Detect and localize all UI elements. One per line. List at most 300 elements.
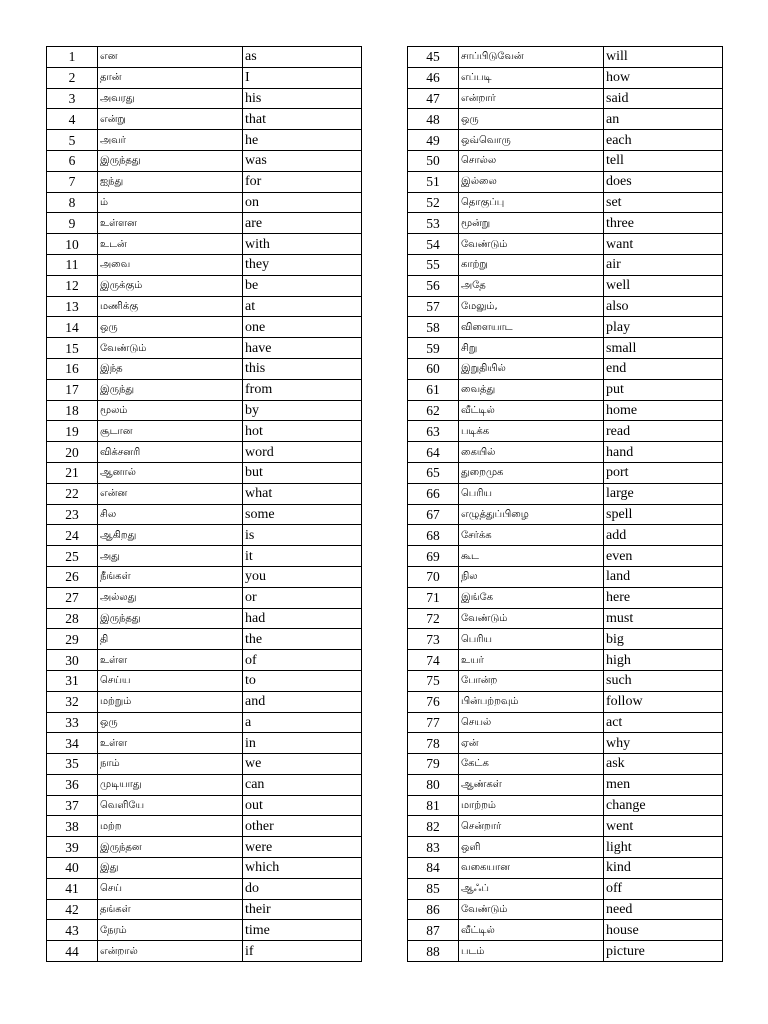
english-word: how <box>604 67 723 88</box>
english-word: from <box>243 379 362 400</box>
tamil-word: இல்லை <box>459 171 604 192</box>
tamil-word: உள்ளன <box>98 213 243 234</box>
row-number: 37 <box>47 795 98 816</box>
tamil-word: ம் <box>98 192 243 213</box>
table-row <box>408 816 723 837</box>
table-row <box>408 650 723 671</box>
english-word: each <box>604 130 723 151</box>
table-row <box>47 774 362 795</box>
english-word: does <box>604 171 723 192</box>
table-row <box>47 650 362 671</box>
english-word: I <box>243 67 362 88</box>
tamil-word: சாப்பிடுவேன் <box>459 47 604 68</box>
table-row <box>408 504 723 525</box>
english-word: word <box>243 442 362 463</box>
table-row <box>47 109 362 130</box>
tamil-word: சிறு <box>459 338 604 359</box>
tamil-word: வேண்டும் <box>459 608 604 629</box>
row-number: 10 <box>47 234 98 255</box>
row-number: 25 <box>47 546 98 567</box>
tamil-word: சில <box>98 504 243 525</box>
row-number: 41 <box>47 878 98 899</box>
row-number: 73 <box>408 629 459 650</box>
english-word: by <box>243 400 362 421</box>
english-word: land <box>604 566 723 587</box>
row-number: 76 <box>408 691 459 712</box>
tamil-word: தொகுப்பு <box>459 192 604 213</box>
english-word: picture <box>604 941 723 962</box>
english-word: house <box>604 920 723 941</box>
row-number: 6 <box>47 150 98 171</box>
table-row <box>408 920 723 941</box>
row-number: 56 <box>408 275 459 296</box>
tamil-word: என <box>98 47 243 68</box>
table-row <box>408 546 723 567</box>
tamil-word: வெளியே <box>98 795 243 816</box>
row-number: 70 <box>408 566 459 587</box>
table-row <box>408 587 723 608</box>
table-row <box>408 338 723 359</box>
row-number: 45 <box>408 47 459 68</box>
english-word: change <box>604 795 723 816</box>
english-word: and <box>243 691 362 712</box>
tamil-word: பெரிய <box>459 483 604 504</box>
row-number: 53 <box>408 213 459 234</box>
table-row <box>47 566 362 587</box>
row-number: 36 <box>47 774 98 795</box>
table-row <box>408 275 723 296</box>
tamil-word: அல்லது <box>98 587 243 608</box>
english-word: add <box>604 525 723 546</box>
english-word: big <box>604 629 723 650</box>
row-number: 4 <box>47 109 98 130</box>
tamil-word: ஒரு <box>98 317 243 338</box>
table-row <box>47 275 362 296</box>
row-number: 12 <box>47 275 98 296</box>
english-word: can <box>243 774 362 795</box>
tamil-word: தங்கள் <box>98 899 243 920</box>
vocab-table-right-body <box>408 47 723 962</box>
tamil-word: இறுதியில் <box>459 358 604 379</box>
tamil-word: தி <box>98 629 243 650</box>
english-word: we <box>243 754 362 775</box>
row-number: 24 <box>47 525 98 546</box>
row-number: 67 <box>408 504 459 525</box>
row-number: 8 <box>47 192 98 213</box>
english-word: time <box>243 920 362 941</box>
row-number: 17 <box>47 379 98 400</box>
row-number: 66 <box>408 483 459 504</box>
english-word: the <box>243 629 362 650</box>
english-word: to <box>243 670 362 691</box>
row-number: 85 <box>408 878 459 899</box>
row-number: 54 <box>408 234 459 255</box>
tamil-word: நேரம் <box>98 920 243 941</box>
tamil-word: இருந்தது <box>98 150 243 171</box>
table-row <box>47 421 362 442</box>
tamil-word: எப்படி <box>459 67 604 88</box>
table-row <box>408 608 723 629</box>
table-row <box>47 130 362 151</box>
tamil-word: செய் <box>98 878 243 899</box>
row-number: 23 <box>47 504 98 525</box>
row-number: 65 <box>408 462 459 483</box>
tamil-word: அது <box>98 546 243 567</box>
english-word: they <box>243 254 362 275</box>
row-number: 14 <box>47 317 98 338</box>
tamil-word: என்றால் <box>98 941 243 962</box>
english-word: ask <box>604 754 723 775</box>
english-word: their <box>243 899 362 920</box>
english-word: off <box>604 878 723 899</box>
english-word: tell <box>604 150 723 171</box>
row-number: 78 <box>408 733 459 754</box>
english-word: it <box>243 546 362 567</box>
table-row <box>408 88 723 109</box>
table-row <box>408 566 723 587</box>
table-row <box>408 67 723 88</box>
row-number: 80 <box>408 774 459 795</box>
english-word: large <box>604 483 723 504</box>
english-word: must <box>604 608 723 629</box>
row-number: 39 <box>47 837 98 858</box>
tamil-word: இருந்தது <box>98 608 243 629</box>
tamil-word: பின்பற்றவும் <box>459 691 604 712</box>
tamil-word: ஆகிறது <box>98 525 243 546</box>
tamil-word: இருந்து <box>98 379 243 400</box>
row-number: 88 <box>408 941 459 962</box>
table-row <box>408 733 723 754</box>
tamil-word: காற்று <box>459 254 604 275</box>
tamil-word: என்ன <box>98 483 243 504</box>
table-row <box>408 774 723 795</box>
english-word: one <box>243 317 362 338</box>
tamil-word: செய்ய <box>98 670 243 691</box>
row-number: 77 <box>408 712 459 733</box>
row-number: 69 <box>408 546 459 567</box>
english-word: at <box>243 296 362 317</box>
tamil-word: இது <box>98 858 243 879</box>
table-row <box>47 379 362 400</box>
tamil-word: படம் <box>459 941 604 962</box>
vocab-table-left <box>46 46 362 962</box>
english-word: or <box>243 587 362 608</box>
table-row <box>408 317 723 338</box>
row-number: 51 <box>408 171 459 192</box>
table-row <box>47 691 362 712</box>
english-word: in <box>243 733 362 754</box>
table-row <box>408 754 723 775</box>
tamil-word: சொல்ல <box>459 150 604 171</box>
row-number: 68 <box>408 525 459 546</box>
row-number: 83 <box>408 837 459 858</box>
table-row <box>408 483 723 504</box>
table-row <box>47 88 362 109</box>
table-row <box>408 421 723 442</box>
row-number: 19 <box>47 421 98 442</box>
table-row <box>47 941 362 962</box>
table-row <box>47 629 362 650</box>
english-word: what <box>243 483 362 504</box>
english-word: for <box>243 171 362 192</box>
table-row <box>47 47 362 68</box>
row-number: 87 <box>408 920 459 941</box>
english-word: other <box>243 816 362 837</box>
row-number: 63 <box>408 421 459 442</box>
tamil-word: வேண்டும் <box>459 234 604 255</box>
row-number: 44 <box>47 941 98 962</box>
tamil-word: துறைமுக <box>459 462 604 483</box>
table-row <box>408 858 723 879</box>
english-word: even <box>604 546 723 567</box>
row-number: 28 <box>47 608 98 629</box>
row-number: 79 <box>408 754 459 775</box>
tamil-word: இருக்கும் <box>98 275 243 296</box>
table-row <box>47 317 362 338</box>
table-row <box>408 254 723 275</box>
table-row <box>408 400 723 421</box>
table-row <box>47 67 362 88</box>
row-number: 34 <box>47 733 98 754</box>
tamil-word: நில <box>459 566 604 587</box>
english-word: with <box>243 234 362 255</box>
tamil-word: ஆஃப் <box>459 878 604 899</box>
row-number: 75 <box>408 670 459 691</box>
tamil-word: ஒவ்வொரு <box>459 130 604 151</box>
tamil-word: தான் <box>98 67 243 88</box>
table-row <box>47 878 362 899</box>
row-number: 50 <box>408 150 459 171</box>
tamil-word: அவர் <box>98 130 243 151</box>
row-number: 29 <box>47 629 98 650</box>
english-word: was <box>243 150 362 171</box>
english-word: are <box>243 213 362 234</box>
tamil-word: சேர்க்க <box>459 525 604 546</box>
tamil-word: கேட்க <box>459 754 604 775</box>
table-row <box>47 213 362 234</box>
table-row <box>408 899 723 920</box>
tamil-word: ஆனால் <box>98 462 243 483</box>
tamil-word: அவரது <box>98 88 243 109</box>
english-word: as <box>243 47 362 68</box>
row-number: 86 <box>408 899 459 920</box>
tamil-word: என்று <box>98 109 243 130</box>
english-word: were <box>243 837 362 858</box>
table-row <box>408 941 723 962</box>
english-word: read <box>604 421 723 442</box>
tamil-word: மாற்றம் <box>459 795 604 816</box>
table-row <box>408 670 723 691</box>
tamil-word: என்றார் <box>459 88 604 109</box>
english-word: such <box>604 670 723 691</box>
english-word: act <box>604 712 723 733</box>
english-word: some <box>243 504 362 525</box>
tamil-word: அவை <box>98 254 243 275</box>
table-row <box>408 837 723 858</box>
row-number: 27 <box>47 587 98 608</box>
tamil-word: போன்ற <box>459 670 604 691</box>
row-number: 3 <box>47 88 98 109</box>
row-number: 72 <box>408 608 459 629</box>
table-row <box>47 296 362 317</box>
tamil-word: செயல் <box>459 712 604 733</box>
tamil-word: வகையான <box>459 858 604 879</box>
table-row <box>47 733 362 754</box>
english-word: home <box>604 400 723 421</box>
english-word: follow <box>604 691 723 712</box>
tamil-word: ஒரு <box>459 109 604 130</box>
tamil-word: மேலும், <box>459 296 604 317</box>
table-row <box>47 670 362 691</box>
tamil-word: மணிக்கு <box>98 296 243 317</box>
row-number: 35 <box>47 754 98 775</box>
tamil-word: வேண்டும் <box>98 338 243 359</box>
table-row <box>47 816 362 837</box>
english-word: his <box>243 88 362 109</box>
tamil-word: இருந்தன <box>98 837 243 858</box>
table-row <box>47 358 362 379</box>
english-word: why <box>604 733 723 754</box>
english-word: play <box>604 317 723 338</box>
tamil-word: மற்றும் <box>98 691 243 712</box>
tamil-word: உள்ள <box>98 650 243 671</box>
table-row <box>47 899 362 920</box>
english-word: hot <box>243 421 362 442</box>
row-number: 82 <box>408 816 459 837</box>
tamil-word: உயர் <box>459 650 604 671</box>
table-row <box>408 109 723 130</box>
english-word: you <box>243 566 362 587</box>
english-word: have <box>243 338 362 359</box>
table-row <box>408 296 723 317</box>
row-number: 60 <box>408 358 459 379</box>
english-word: put <box>604 379 723 400</box>
english-word: need <box>604 899 723 920</box>
row-number: 21 <box>47 462 98 483</box>
row-number: 71 <box>408 587 459 608</box>
row-number: 7 <box>47 171 98 192</box>
row-number: 43 <box>47 920 98 941</box>
tamil-word: ஒளி <box>459 837 604 858</box>
tamil-word: மற்ற <box>98 816 243 837</box>
english-word: he <box>243 130 362 151</box>
english-word: said <box>604 88 723 109</box>
table-row <box>408 379 723 400</box>
row-number: 42 <box>47 899 98 920</box>
english-word: set <box>604 192 723 213</box>
row-number: 32 <box>47 691 98 712</box>
tamil-word: உள்ள <box>98 733 243 754</box>
row-number: 31 <box>47 670 98 691</box>
english-word: be <box>243 275 362 296</box>
english-word: here <box>604 587 723 608</box>
english-word: on <box>243 192 362 213</box>
english-word: also <box>604 296 723 317</box>
row-number: 38 <box>47 816 98 837</box>
row-number: 33 <box>47 712 98 733</box>
tamil-word: வீட்டில் <box>459 920 604 941</box>
table-row <box>47 795 362 816</box>
row-number: 20 <box>47 442 98 463</box>
english-word: high <box>604 650 723 671</box>
row-number: 62 <box>408 400 459 421</box>
tamil-word: கூட <box>459 546 604 567</box>
english-word: hand <box>604 442 723 463</box>
table-row <box>408 171 723 192</box>
row-number: 40 <box>47 858 98 879</box>
table-row <box>408 130 723 151</box>
row-number: 64 <box>408 442 459 463</box>
row-number: 18 <box>47 400 98 421</box>
row-number: 58 <box>408 317 459 338</box>
english-word: will <box>604 47 723 68</box>
table-row <box>47 920 362 941</box>
english-word: of <box>243 650 362 671</box>
table-row <box>47 712 362 733</box>
english-word: spell <box>604 504 723 525</box>
english-word: three <box>604 213 723 234</box>
table-row <box>47 234 362 255</box>
tamil-word: ஐந்து <box>98 171 243 192</box>
row-number: 2 <box>47 67 98 88</box>
english-word: small <box>604 338 723 359</box>
row-number: 11 <box>47 254 98 275</box>
table-row <box>408 234 723 255</box>
tamil-word: ஒரு <box>98 712 243 733</box>
table-row <box>47 858 362 879</box>
table-row <box>47 587 362 608</box>
table-row <box>408 795 723 816</box>
table-row <box>47 837 362 858</box>
row-number: 57 <box>408 296 459 317</box>
english-word: want <box>604 234 723 255</box>
tamil-word: நாம் <box>98 754 243 775</box>
table-row <box>408 629 723 650</box>
tamil-word: விளையாட <box>459 317 604 338</box>
table-row <box>47 150 362 171</box>
table-row <box>408 525 723 546</box>
table-row <box>408 878 723 899</box>
table-row <box>408 47 723 68</box>
row-number: 49 <box>408 130 459 151</box>
tamil-word: நீங்கள் <box>98 566 243 587</box>
tamil-word: மூலம் <box>98 400 243 421</box>
table-row <box>47 608 362 629</box>
row-number: 74 <box>408 650 459 671</box>
tamil-word: ஏன் <box>459 733 604 754</box>
vocab-table-left-body <box>47 47 362 962</box>
table-row <box>408 150 723 171</box>
tamil-word: வீட்டில் <box>459 400 604 421</box>
table-row <box>47 504 362 525</box>
tamil-word: எழுத்துப்பிழை <box>459 504 604 525</box>
english-word: had <box>243 608 362 629</box>
english-word: that <box>243 109 362 130</box>
tamil-word: இங்கே <box>459 587 604 608</box>
tamil-word: இந்த <box>98 358 243 379</box>
row-number: 81 <box>408 795 459 816</box>
tamil-word: உடன் <box>98 234 243 255</box>
table-row <box>47 254 362 275</box>
row-number: 22 <box>47 483 98 504</box>
tamil-word: பெரிய <box>459 629 604 650</box>
tamil-word: விக்சனரி <box>98 442 243 463</box>
english-word: kind <box>604 858 723 879</box>
english-word: air <box>604 254 723 275</box>
tamil-word: வேண்டும் <box>459 899 604 920</box>
table-row <box>47 400 362 421</box>
english-word: well <box>604 275 723 296</box>
